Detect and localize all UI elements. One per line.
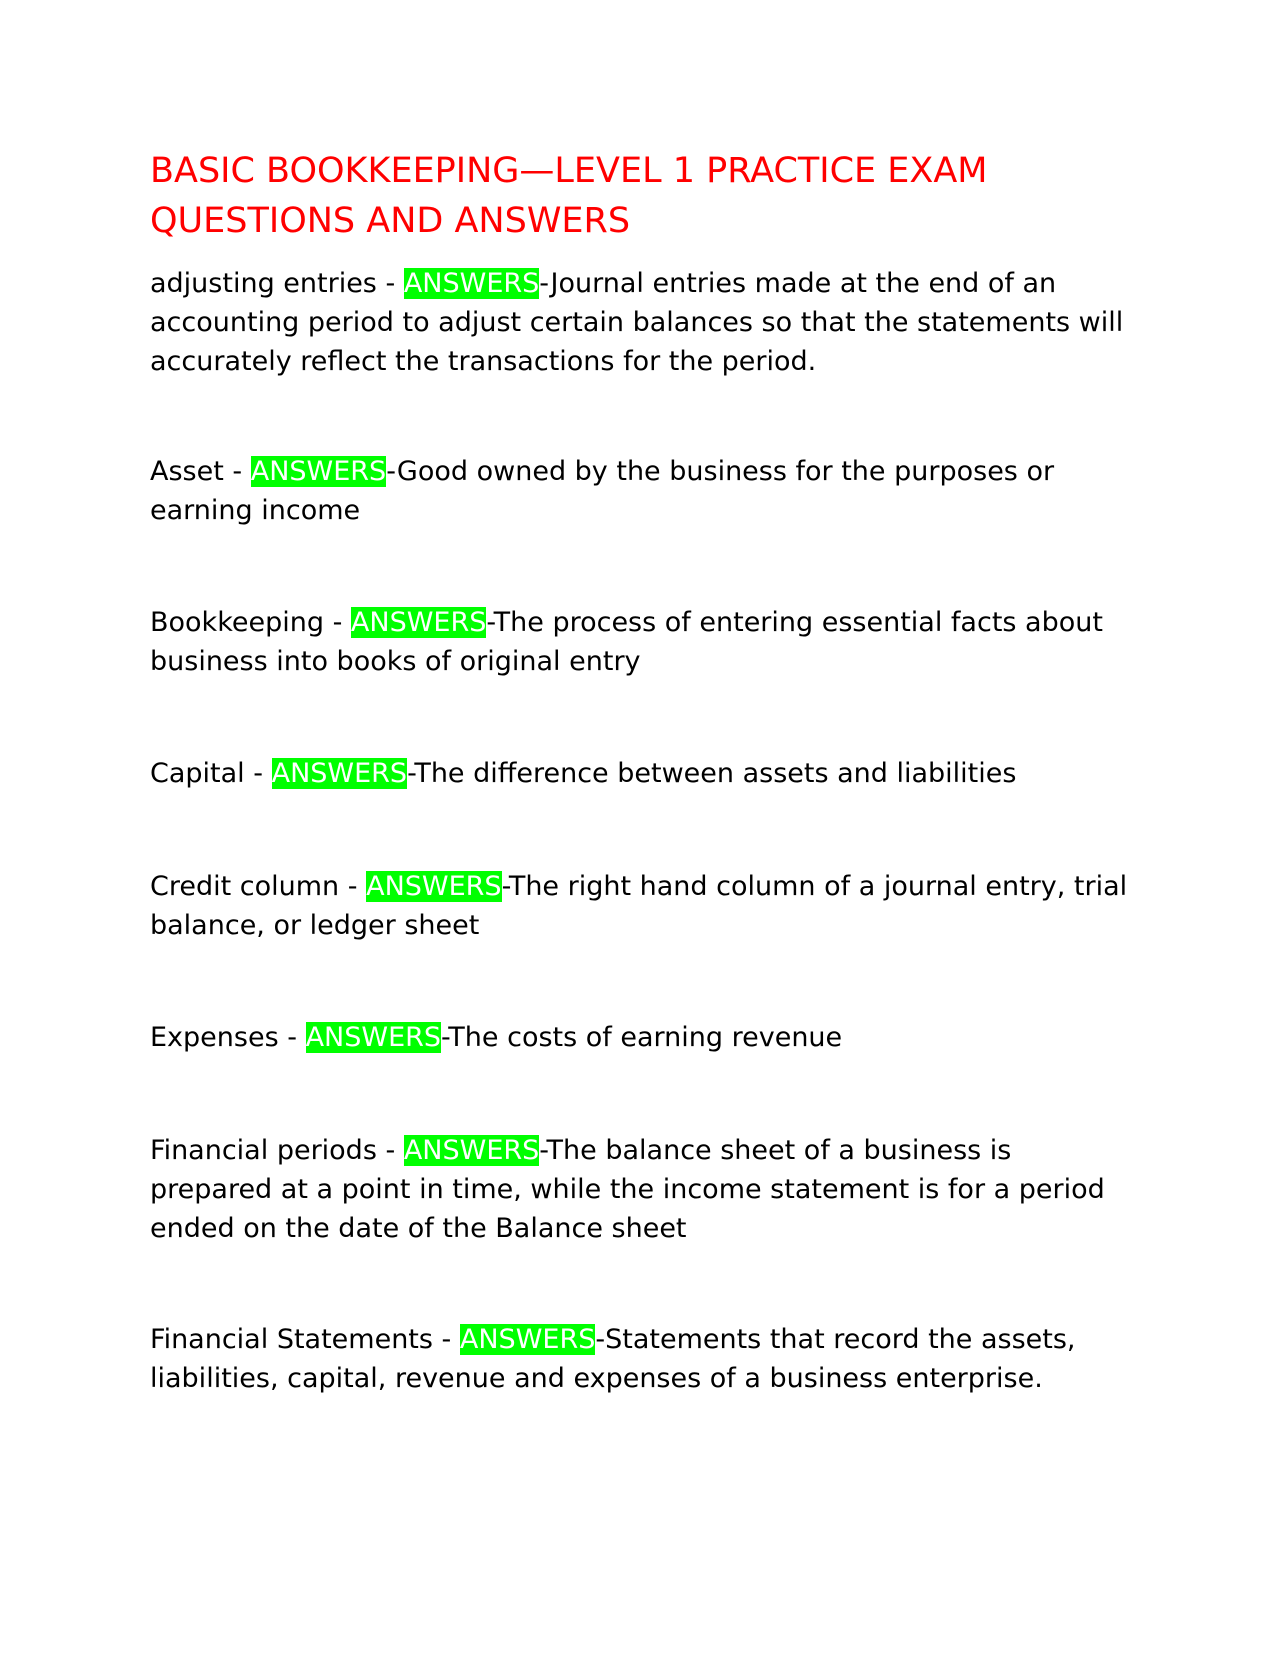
answers-tag: ANSWERS bbox=[403, 1135, 540, 1166]
answers-tag: ANSWERS bbox=[366, 871, 502, 902]
entry-definition: -Journal entries made at the end of an accounting period to adjust certain balances so that the statements will accurately reflect the transactions for the period. bbox=[150, 268, 1124, 377]
answers-tag: ANSWERS bbox=[459, 1324, 596, 1355]
entry-capital bbox=[150, 754, 1130, 793]
entry-financial-periods bbox=[150, 1131, 1130, 1248]
answers-tag: ANSWERS bbox=[350, 607, 487, 638]
answers-tag: ANSWERS bbox=[250, 456, 387, 487]
entry-term: Financial periods bbox=[150, 1135, 377, 1166]
entry-definition: -The costs of earning revenue bbox=[441, 1022, 843, 1053]
entry-definition: -The right hand column of a journal entry, trial balance, or ledger sheet bbox=[150, 871, 1128, 941]
entry-separator: - bbox=[278, 1022, 306, 1053]
entry-term: adjusting entries bbox=[150, 268, 377, 299]
entry-separator: - bbox=[323, 607, 351, 638]
entry-separator: - bbox=[432, 1324, 460, 1355]
entry-term: Credit column bbox=[150, 871, 340, 902]
answers-tag: ANSWERS bbox=[271, 758, 408, 789]
entry-asset bbox=[150, 452, 1130, 530]
entry-term: Capital bbox=[150, 758, 245, 789]
answers-tag: ANSWERS bbox=[403, 268, 540, 299]
answers-tag: ANSWERS bbox=[305, 1022, 442, 1053]
entry-term: Financial Statements bbox=[150, 1324, 433, 1355]
entry-credit-column bbox=[150, 867, 1130, 945]
entry-term: Bookkeeping bbox=[150, 607, 324, 638]
entry-definition: -Good owned by the business for the purposes or earning income bbox=[150, 456, 1055, 526]
document-title: BASIC BOOKKEEPING—LEVEL 1 PRACTICE EXAM QUESTIONS AND ANSWERS bbox=[150, 151, 988, 241]
entry-term: Expenses bbox=[150, 1022, 279, 1053]
entry-adjusting-entries bbox=[150, 264, 1130, 381]
entry-separator: - bbox=[376, 1135, 404, 1166]
entry-definition: -The difference between assets and liabilities bbox=[407, 758, 1017, 789]
entry-definition: -The balance sheet of a business is prepared at a point in time, while the income statement is for a period ended on the date of the Balance sheet bbox=[150, 1135, 1105, 1244]
entry-separator: - bbox=[376, 268, 404, 299]
entry-financial-statements bbox=[150, 1320, 1130, 1398]
entry-bookkeeping bbox=[150, 603, 1130, 681]
entry-separator: - bbox=[223, 456, 251, 487]
entry-separator: - bbox=[244, 758, 272, 789]
entry-separator: - bbox=[339, 871, 367, 902]
entry-definition: -The process of entering essential facts about business into books of original entry bbox=[150, 607, 1103, 677]
entry-definition: -Statements that record the assets, liabilities, capital, revenue and expenses of a business enterprise. bbox=[150, 1324, 1076, 1394]
entry-expenses bbox=[150, 1018, 1130, 1057]
entry-term: Asset bbox=[150, 456, 224, 487]
